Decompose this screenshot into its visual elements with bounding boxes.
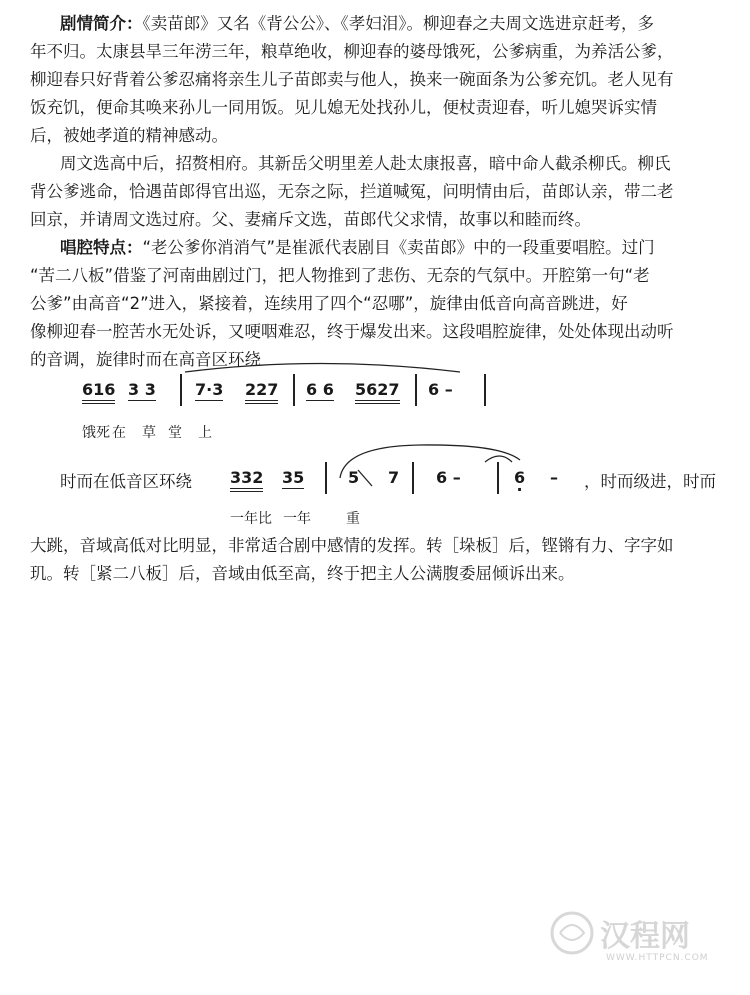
singing-label: 唱腔特点： xyxy=(60,238,143,257)
n1-m2b: 227 xyxy=(245,380,278,399)
n1-m3a: 6 6 xyxy=(306,380,334,399)
watermark-url: WWW.HTTPCN.COM xyxy=(606,953,709,963)
watermark-brand: 汉程网 xyxy=(600,919,690,954)
plot-text-1: 《卖苗郎》又名《背公公》、《孝妇泪》。柳迎春之夫周文选进京赶考，多 xyxy=(142,14,654,33)
n2-m2b: 7 xyxy=(388,468,400,487)
n1-m4: 6 – xyxy=(428,380,453,399)
plot-line-5: 后，被她孝道的精神感动。 xyxy=(30,126,228,145)
n1-m3b: 5627 xyxy=(355,380,400,399)
n2-m2a: 5 xyxy=(348,468,360,487)
singing-line-4: 像柳迎春一腔苦水无处诉，又哽咽难忍，终于爆发出来。这段唱腔旋律，处处体现出动听 xyxy=(30,322,674,341)
after-notation-text: ，时而级进，时而 xyxy=(584,472,716,491)
n1-lyric-3: 草 xyxy=(142,425,156,441)
plot-line-4: 饭充饥，便命其唤来孙儿一同用饭。见儿媳无处找孙儿，便杖责迎春，听儿媳哭诉实情 xyxy=(30,98,657,117)
watermark-logo xyxy=(542,897,732,977)
final-line-2: 玑。转［紧二八板］后，音域由低至高，终于把主人公满腹委屈倾诉出来。 xyxy=(30,564,575,583)
n2-m1a: 332 xyxy=(230,468,263,487)
n2-bar-1 xyxy=(325,462,327,494)
plot2-line-1: 周文选高中后，招赘相府。其新岳父明里差人赴太康报喜，暗中命人截杀柳氏。柳氏 xyxy=(60,154,671,173)
n2-lyric-3: 重 xyxy=(346,511,360,527)
n1-lyric-1: 饿死 xyxy=(82,425,110,441)
n1-lyric-5: 上 xyxy=(198,425,212,441)
singing-line-5: 的音调，旋律时而在高音区环绕 xyxy=(30,350,261,369)
n1-m1a: 616 xyxy=(82,380,115,399)
n2-m4b: – xyxy=(550,468,558,487)
n2-lyric-1: 一年比 xyxy=(230,511,272,527)
n1-lyric-4: 堂 xyxy=(168,425,182,441)
n1-m1b: 3 3 xyxy=(128,380,156,399)
singing-line-3: 公爹”由高音“2”进入，紧接着，连续用了四个“忍哪”，旋律由低音向高音跳进，好 xyxy=(30,294,628,313)
plot-label: 剧情简介： xyxy=(60,14,143,33)
plot2-line-2: 背公爹逃命，恰遇苗郎得官出巡，无奈之际，拦道喊冤，问明情由后，苗郎认亲，带二老 xyxy=(30,182,674,201)
singing-text-1: “老公爹你消消气”是崔派代表剧目《卖苗郎》中的一段重要唱腔。过门 xyxy=(142,238,655,257)
singing-line-2: “苦二八板”借鉴了河南曲剧过门，把人物推到了悲伤、无奈的气氛中。开腔第一句“老 xyxy=(30,266,650,285)
final-line-1: 大跳，音域高低对比明显，非常适合剧中感情的发挥。转［垛板］后，铿锵有力、字字如 xyxy=(30,536,674,555)
n2-m4: 6 · xyxy=(514,468,525,487)
n2-m1b: 35 xyxy=(282,468,305,487)
n2-m3: 6 – xyxy=(436,468,461,487)
n2-lyric-2: 一年 xyxy=(283,511,311,527)
plot-line-2: 年不归。太康县旱三年涝三年，粮草绝收，柳迎春的婆母饿死，公爹病重，为养活公爹， xyxy=(30,42,674,61)
plot-line-3: 柳迎春只好背着公爹忍痛将亲生儿子苗郎卖与他人，换来一碗面条为公爹充饥。老人见有 xyxy=(30,70,674,89)
n2-bar-3 xyxy=(497,462,499,494)
plot2-line-3: 回京，并请周文选过府。父、妻痛斥文选，苗郎代父求情，故事以和睦而终。 xyxy=(30,210,591,229)
n2-bar-2 xyxy=(412,462,414,494)
n1-lyric-2: 在 xyxy=(112,425,126,441)
n1-m2a: 7·3 xyxy=(195,380,224,399)
low-register-text: 时而在低音区环绕 xyxy=(60,472,192,491)
